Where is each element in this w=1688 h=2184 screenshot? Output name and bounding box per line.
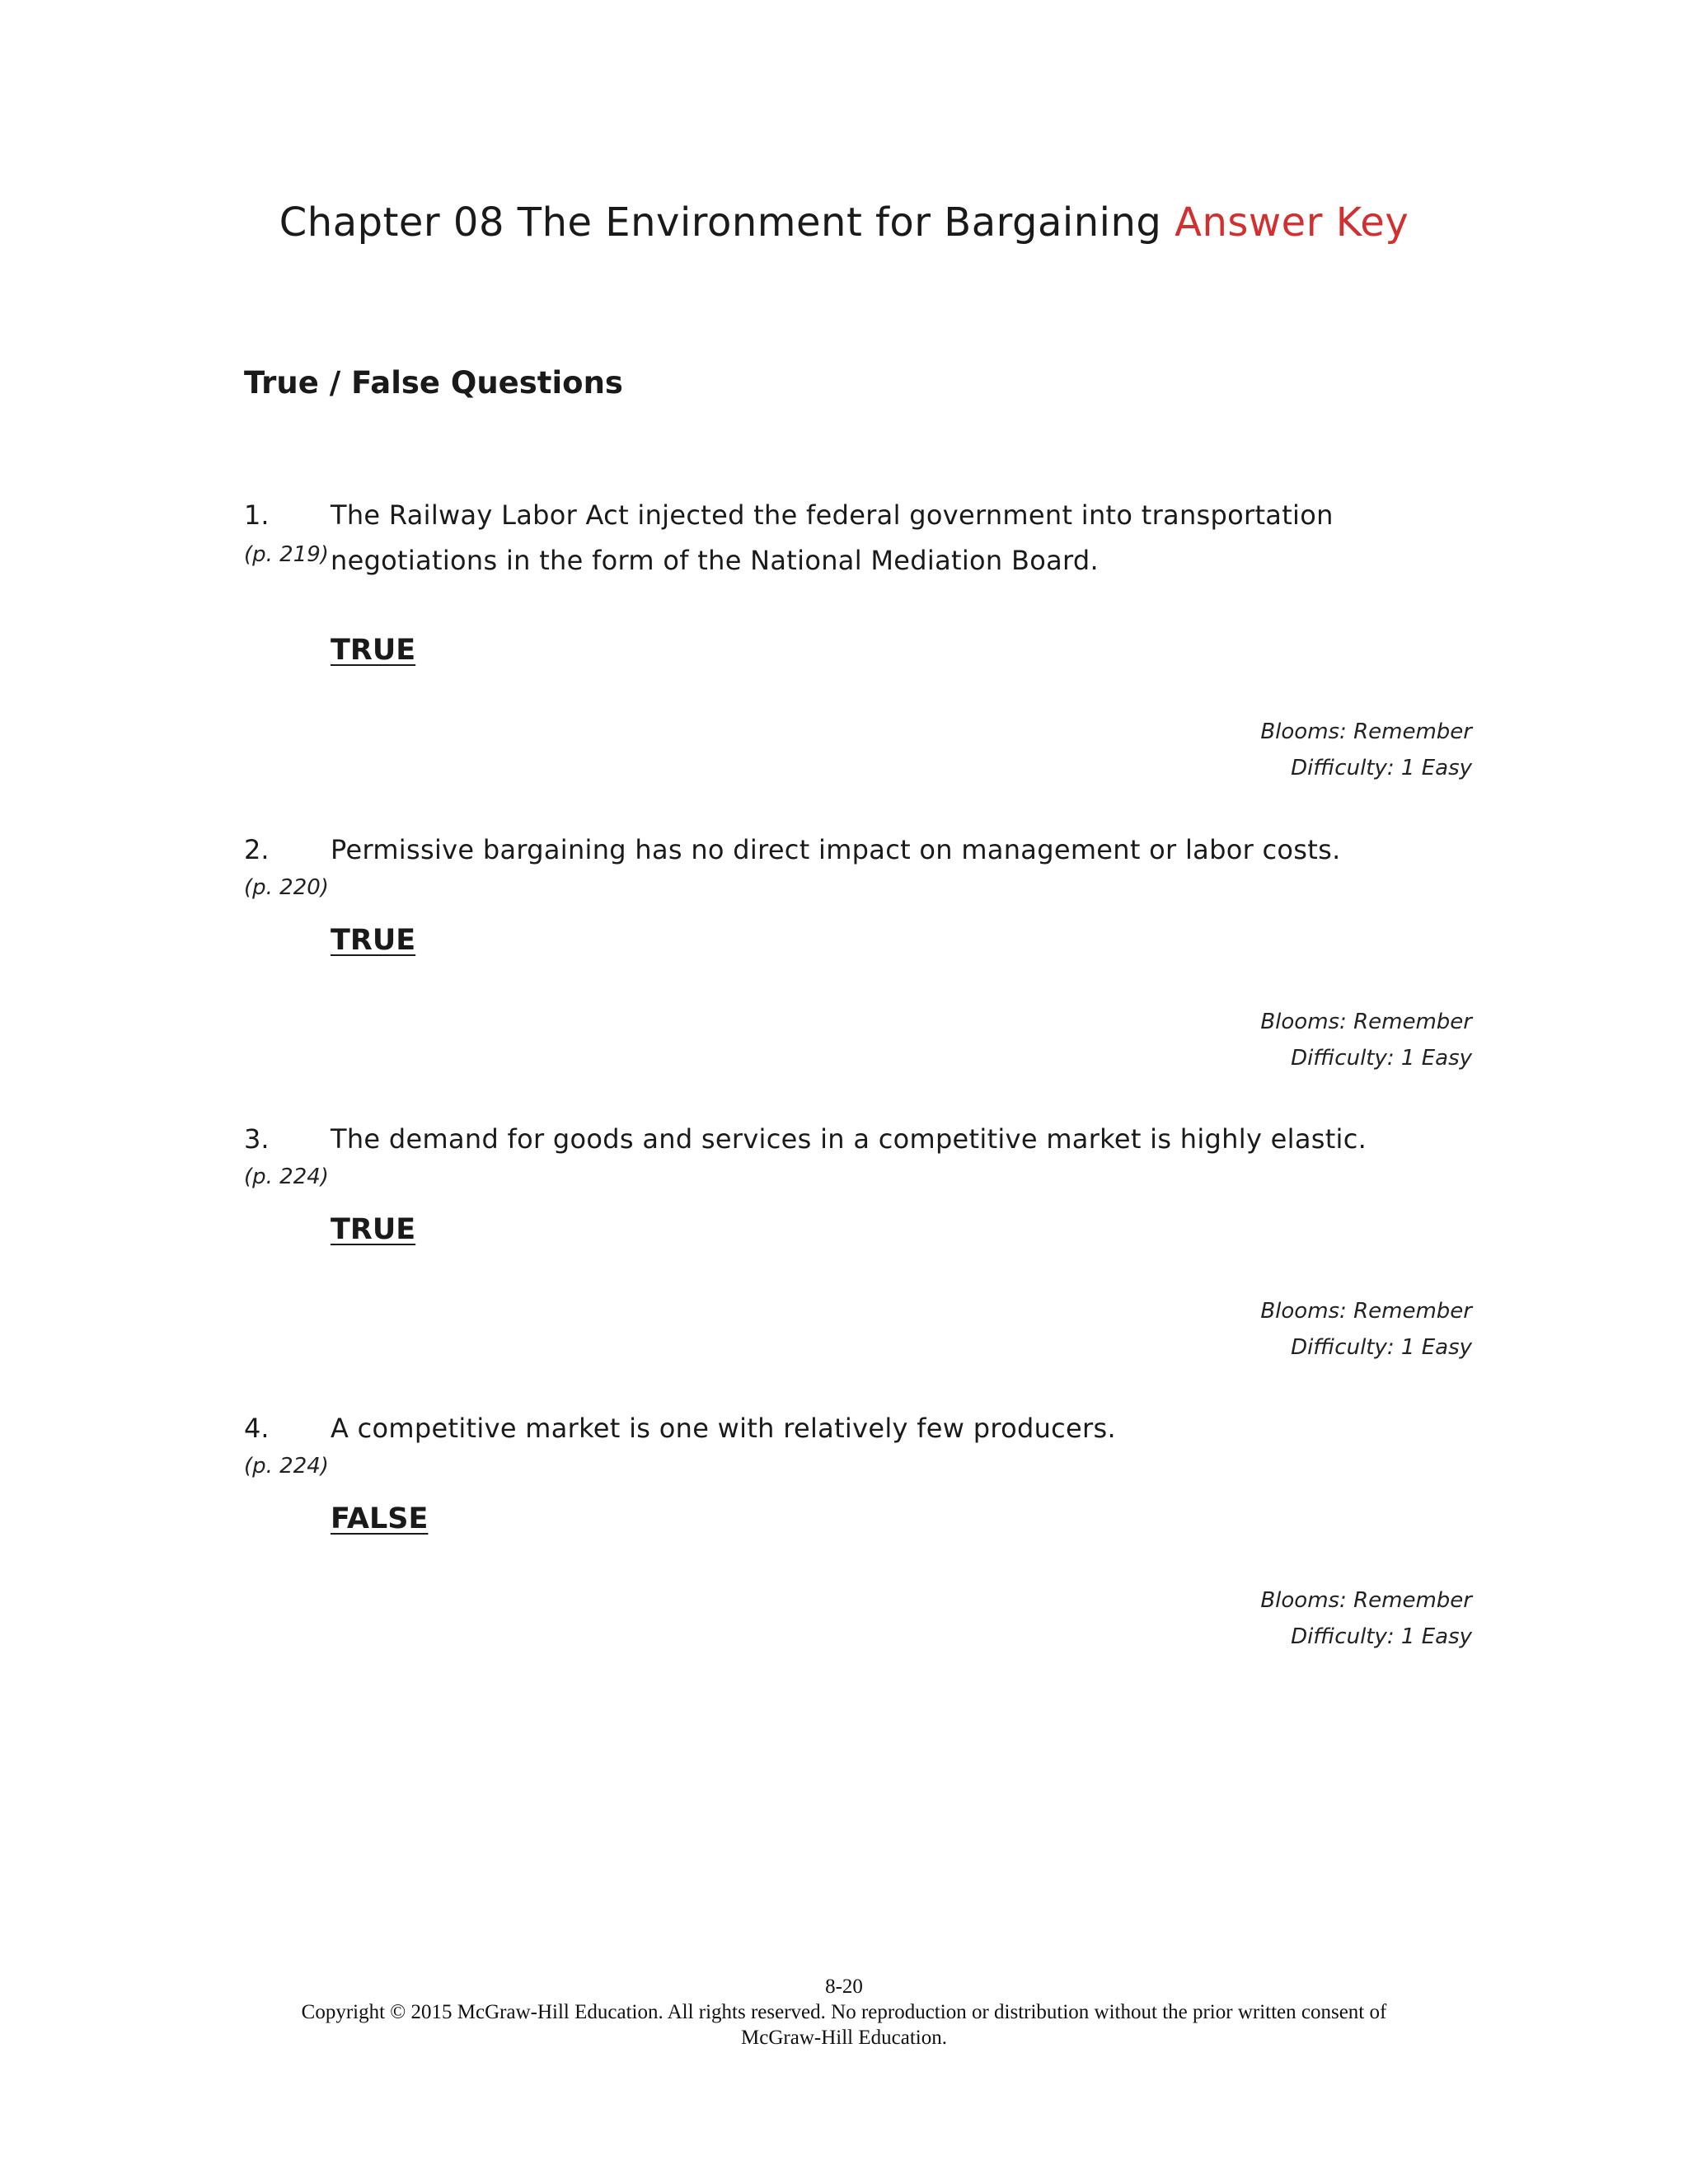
difficulty-label: Difficulty: 1 Easy xyxy=(1291,1335,1472,1360)
question-meta xyxy=(895,1293,1472,1366)
question-answer: TRUE xyxy=(331,634,416,667)
question-meta xyxy=(895,714,1472,786)
question-text: The Railway Labor Act injected the federal government into transportation negotiations in the form of the National Mediation Board. xyxy=(331,499,1334,576)
blooms-label: Blooms: Remember xyxy=(1260,719,1472,744)
question-meta xyxy=(895,1582,1472,1655)
blooms-label: Blooms: Remember xyxy=(1260,1588,1472,1613)
page-footer xyxy=(0,1974,1688,2050)
question-number: 1. xyxy=(244,499,270,531)
blooms-label: Blooms: Remember xyxy=(1260,1010,1472,1034)
page-title-accent: Answer Key xyxy=(1175,199,1409,246)
question-answer: TRUE xyxy=(331,1213,416,1246)
question-answer: TRUE xyxy=(331,924,416,957)
question-number: 3. xyxy=(244,1123,270,1155)
difficulty-label: Difficulty: 1 Easy xyxy=(1291,756,1472,780)
blooms-label: Blooms: Remember xyxy=(1260,1299,1472,1324)
question-number: 2. xyxy=(244,834,270,865)
page-title xyxy=(0,199,1688,247)
page-title-main: Chapter 08 The Environment for Bargaining xyxy=(279,199,1162,246)
question-number: 4. xyxy=(244,1413,270,1444)
question-page-ref: (p. 224) xyxy=(244,1165,329,1189)
question-page-ref: (p. 219) xyxy=(244,542,329,567)
question-text: A competitive market is one with relatively few producers. xyxy=(331,1413,1116,1444)
difficulty-label: Difficulty: 1 Easy xyxy=(1291,1046,1472,1071)
footer-copyright: Copyright © 2015 McGraw-Hill Education. All rights reserved. No reproduction or distribution without the prior written consent of McGraw-Hill Education. xyxy=(301,2001,1387,2049)
section-heading: True / False Questions xyxy=(244,365,623,401)
question-answer: FALSE xyxy=(331,1502,429,1535)
difficulty-label: Difficulty: 1 Easy xyxy=(1291,1624,1472,1649)
question-meta xyxy=(895,1004,1472,1076)
question-page-ref: (p. 220) xyxy=(244,875,329,900)
question-text: The demand for goods and services in a competitive market is highly elastic. xyxy=(331,1123,1367,1155)
question-text: Permissive bargaining has no direct impact on management or labor costs. xyxy=(331,834,1341,865)
footer-page-number: 8-20 xyxy=(825,1975,863,1998)
question-page-ref: (p. 224) xyxy=(244,1454,329,1479)
